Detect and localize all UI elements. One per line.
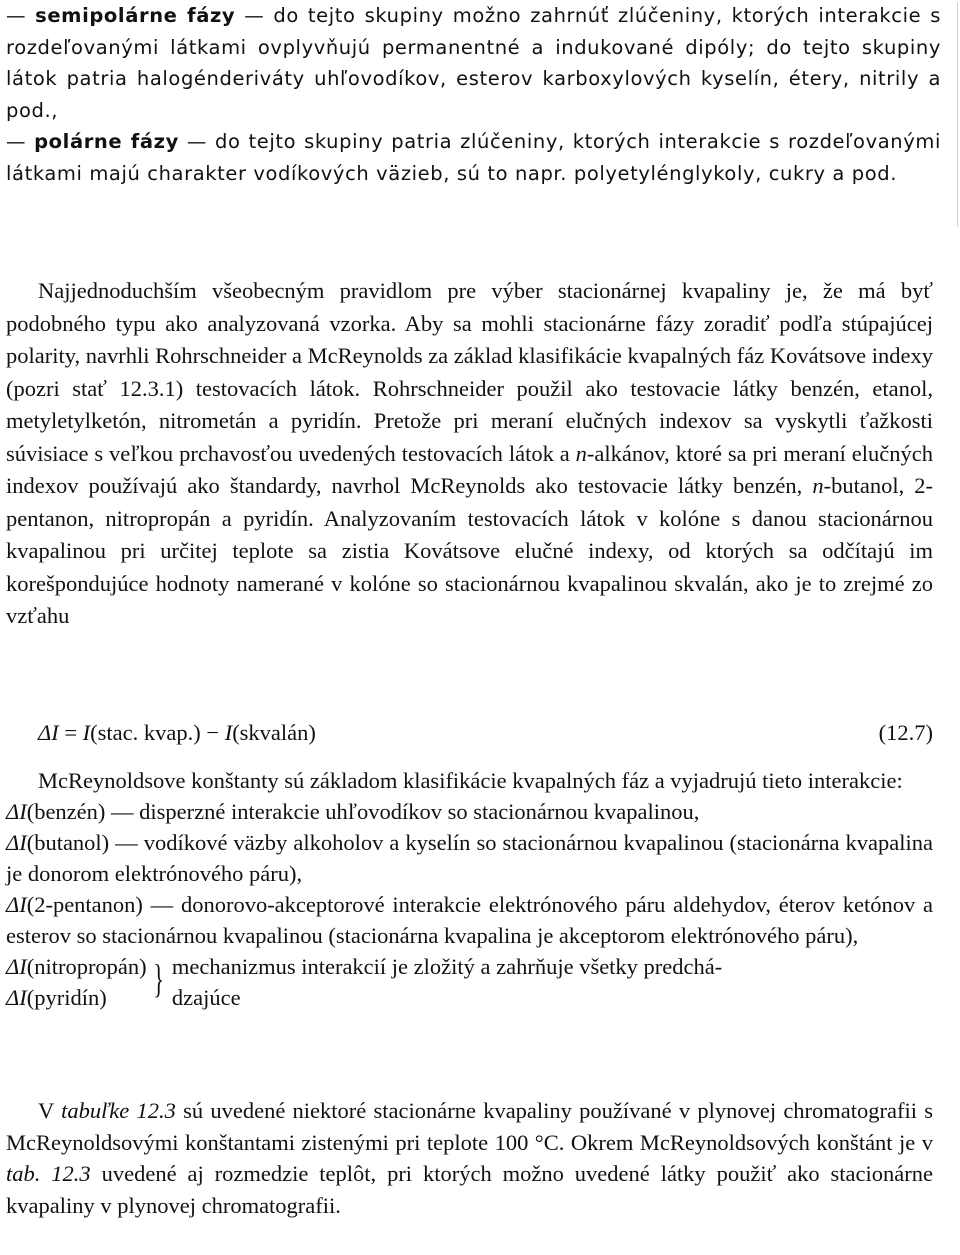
label-text: (pyridín) bbox=[26, 985, 107, 1010]
list-dash: — bbox=[6, 4, 27, 27]
mcreynolds-list bbox=[6, 765, 933, 1013]
italic-n: n bbox=[575, 440, 587, 466]
brace-text bbox=[172, 951, 722, 1013]
mcreynolds-intro: McReynoldsove konštanty sú základom klasifikácie kvapalných fáz a vyjadrujú tieto interakcie: bbox=[38, 768, 903, 793]
equation-arg: (stac. kvap.) − bbox=[90, 720, 225, 745]
delta-i: ΔI bbox=[6, 985, 27, 1010]
table-reference: tab. 12.3 bbox=[6, 1161, 91, 1186]
paragraph-text bbox=[6, 1095, 933, 1221]
paragraph-table-ref bbox=[6, 1095, 933, 1221]
text-run: -butanol, 2-pentanon, nitropropán a pyridín. Analyzovaním testovacích látok v kolóne s danou stacionárnou kvapalinou pri určitej teplote sa zistia Kovátsove elučné indexy, od ktorých sa odčítajú im korešpondujúce hodnoty namerané v kolóne so stacionárnou kvapalinou skvalán, ako je to zrejmé zo vzťahu bbox=[6, 473, 933, 628]
label-text: (nitropropán) bbox=[26, 954, 147, 979]
paragraph-selection-rule bbox=[6, 275, 933, 633]
delta-i: ΔI bbox=[38, 720, 59, 745]
brace-labels bbox=[6, 951, 147, 1013]
list-item-semipolar bbox=[6, 0, 941, 126]
text-run: uvedené aj rozmedzie teplôt, pri ktorých možno uvedené látky použiť ako stacionárne kvapaliny v plynovej chromatografii. bbox=[6, 1161, 933, 1218]
equals: = bbox=[58, 720, 83, 745]
italic-n: n bbox=[812, 473, 824, 498]
delta-i: ΔI bbox=[6, 799, 27, 824]
paragraph-text bbox=[6, 275, 933, 633]
term-semipolar: semipolárne fázy bbox=[35, 4, 236, 27]
delta-i: ΔI bbox=[6, 954, 27, 979]
interaction-text: (butanol) — vodíkové väzby alkoholov a kyselín so stacionárnou kvapalinou (stacionárna kvapalina je donorom elektrónového páru), bbox=[6, 830, 933, 886]
delta-i: ΔI bbox=[6, 892, 27, 917]
interaction-nitropropane-pyridine bbox=[6, 951, 933, 1013]
phase-list bbox=[6, 0, 941, 189]
interaction-text: (benzén) — disperzné interakcie uhľovodíkov so stacionárnou kvapalinou, bbox=[26, 799, 700, 824]
interaction-text: (2-pentanon) — donorovo-akceptorové interakcie elektrónového páru aldehydov, éterov ketónov a esterov so stacionárnou kvapalinou (stacionárna kvapalina je akceptorom elektrónového páru), bbox=[6, 892, 933, 948]
term-polar: polárne fázy bbox=[34, 130, 179, 153]
mechanism-line1: mechanizmus interakcií je zložitý a zahrňuje všetky predchá- bbox=[171, 954, 723, 979]
equation-arg: (skvalán) bbox=[232, 720, 316, 745]
equation-12-7 bbox=[38, 717, 933, 749]
interaction-butanol bbox=[6, 827, 933, 889]
list-item-text: — do tejto skupiny možno zahrnúť zlúčeniny, ktorých interakcie s rozdeľovanými látkami ovplyvňujú permanentné a indukované dipóly; do tejto skupiny látok patria halogénderiváty uhľovodíkov, esterov karboxylových kyselín, étery, nitrily a pod., bbox=[6, 4, 941, 122]
delta-i: ΔI bbox=[6, 830, 27, 855]
label-nitropropane bbox=[6, 951, 147, 982]
interaction-pentanon bbox=[6, 889, 933, 951]
text-run: -alkánov, ktoré sa pri meraní elučných indexov používajú ako štandardy, navrhol McReynolds ako testovacie látky benzén, bbox=[6, 440, 934, 498]
brace-symbol: } bbox=[152, 956, 164, 1001]
text-run: V bbox=[38, 1098, 62, 1123]
list-item-polar bbox=[6, 126, 941, 189]
text-run: sú uvedené niektoré stacionárne kvapaliny používané v plynovej chromatografii s McReynoldsovými konštantami zistenými pri teplote 100 °C. Okrem McReynoldsových konštánt je v bbox=[6, 1098, 934, 1155]
text-run: Najjednoduchším všeobecným pravidlom pre výber stacionárnej kvapaliny je, že má byť podobného typu ako analyzovaná vzorka. Aby sa mohli stacionárne fázy zoradiť podľa stúpajúcej polarity, navrhli Rohrschneider a McReynolds za základ klasifikácie kvapalných fáz Kovátsove indexy (pozri stať 12.3.1) testovacích látok. Rohrschneider použil ako testovacie látky benzén, etanol, metyletylketón, nitrometán a pyridín. Pretože pri meraní elučných indexov sa vyskytli ťažkosti súvisiace s veľkou prchavosťou uvedených testovacích látok a bbox=[6, 278, 933, 466]
list-dash: — bbox=[6, 130, 27, 153]
interaction-benzene bbox=[6, 796, 933, 827]
table-reference: tabuľke 12.3 bbox=[61, 1098, 176, 1123]
list-item-text: — do tejto skupiny patria zlúčeniny, ktorých interakcie s rozdeľovanými látkami majú charakter vodíkových väzieb, sú to napr. polyetylénglykoly, cukry a pod. bbox=[6, 130, 941, 185]
margin-rule bbox=[957, 2, 958, 227]
equation-number: (12.7) bbox=[878, 720, 933, 745]
label-pyridine bbox=[6, 982, 147, 1013]
i-symbol: I bbox=[82, 720, 91, 745]
mechanism-line2: dzajúce bbox=[171, 985, 241, 1010]
i-symbol: I bbox=[224, 720, 233, 745]
